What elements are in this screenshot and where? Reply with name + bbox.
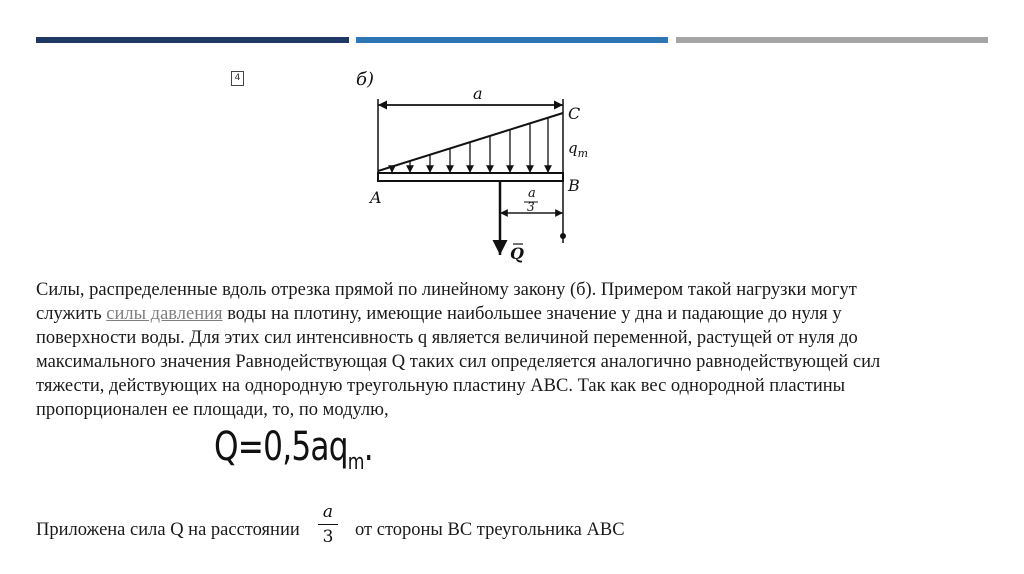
header-bar-blue bbox=[356, 37, 668, 43]
point-a-label: A bbox=[370, 188, 382, 207]
panel-label: б) bbox=[356, 69, 375, 90]
pressure-forces-link[interactable]: силы давления bbox=[106, 304, 223, 324]
resultant-formula: $Q=0,5aq_m$. bbox=[214, 424, 373, 475]
load-arrows bbox=[392, 118, 548, 173]
beam bbox=[378, 173, 563, 181]
resultant-force-label: Q bbox=[510, 244, 524, 263]
body-paragraph: Силы, распределенные вдоль отрезка прямой по линейному закону (б). Примером такой нагрузки могут служить силы давления воды на плотину, имеющие наибольшее значение у дна и падающие до нуля у поверхности воды. Для этих сил интенсивность q является величиной переменной, растущей от нуля до максимального значения Равнодействующая Q таких сил определяется аналогично равнодействующей сил тяжести, действующих на однородную треугольную пластину ABC. Так как вес однородной пластины пропорционален ее площади, то, по модулю, bbox=[36, 280, 881, 420]
image-placeholder-icon: 4 bbox=[231, 71, 244, 86]
header-bar-dark bbox=[36, 37, 349, 43]
point-b-label: B bbox=[568, 176, 580, 195]
offset-label-den: 3 bbox=[527, 200, 535, 214]
fraction-a-over-3: a 3 bbox=[318, 502, 338, 547]
dimension-label: a bbox=[473, 84, 483, 103]
conclusion-line: Приложена сила Q на расстоянии от стороны BC треугольника ABC bbox=[36, 520, 625, 540]
offset-label-num: a bbox=[528, 186, 536, 201]
load-intensity-label: $q_m$ bbox=[568, 139, 589, 160]
load-diagram bbox=[348, 63, 608, 273]
point-c-label: C bbox=[568, 104, 581, 123]
header-bar-gray bbox=[676, 37, 988, 43]
